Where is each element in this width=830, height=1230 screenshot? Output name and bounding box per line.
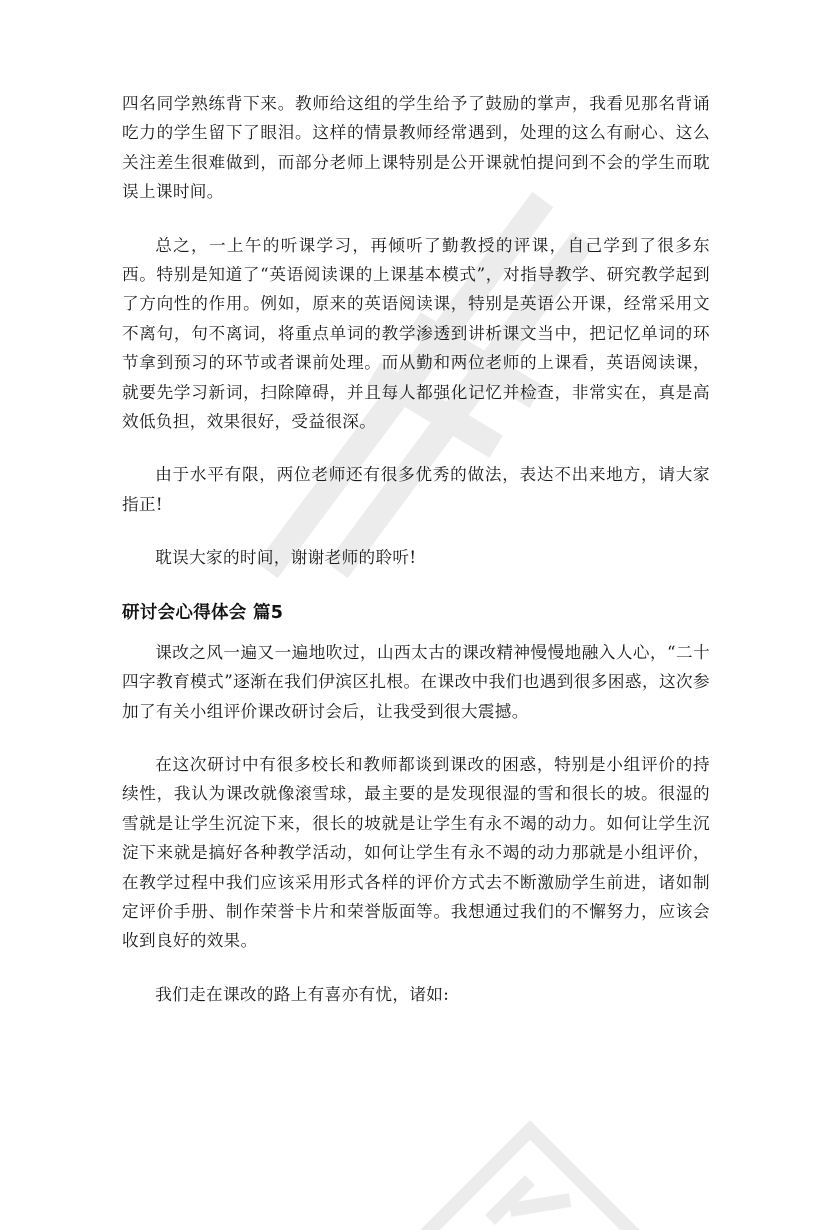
document-body: [122, 89, 710, 1009]
section-heading: 研讨会心得体会 篇5: [122, 602, 284, 623]
paragraph: 四名同学熟练背下来。教师给这组的学生给予了鼓励的掌声，我看见那名背诵吃力的学生留下了眼泪。这样的情景教师经常遇到，处理的这么有耐心、这么关注差生很难做到，而部分老师上课特别是公开课就怕提问到不会的学生而耽误上课时间。: [122, 94, 710, 202]
paragraph: 课改之风一遍又一遍地吹过，山西太古的课改精神慢慢地融入人心，“二十四字教育模式”逐渐在我们伊滨区扎根。在课改中我们也遇到很多困惑，这次参加了有关小组评价课改研讨会后，让我受到很大震撼。: [122, 642, 710, 721]
paragraph: 我们走在课改的路上有喜亦有忧，诸如:: [155, 984, 450, 1004]
paragraph: 耽误大家的时间，谢谢老师的聆听!: [155, 548, 417, 568]
paragraph: 总之，一上午的听课学习，再倾听了勤教授的评课，自己学到了很多东西。特别是知道了“英语阅读课的上课基本模式”，对指导教学、研究教学起到了方向性的作用。例如，原来的英语阅读课，特别是英语公开课，经常采用文不离句，句不离词，将重点单词的教学渗透到讲析课文当中，把记忆单词的环节拿到预习的环节或者课前处理。而从勤和两位老师的上课看，英语阅读课，就要先学习新词，扫除障碍，并且每人都强化记忆并检查，非常实在，真是高效低负担，效果很好，受益很深。: [122, 235, 710, 432]
paragraph: 在这次研讨中有很多校长和教师都谈到课改的困惑，特别是小组评价的持续性，我认为课改就像滚雪球，最主要的是发现很湿的雪和很长的坡。很湿的雪就是让学生沉淀下来，很长的坡就是让学生有永不竭的动力。如何让学生沉淀下来就是搞好各种教学活动，如何让学生有永不竭的动力那就是小组评价，在教学过程中我们应该采用形式各样的评价方式去不断激励学生前进，诸如制定评价手册、制作荣誉卡片和荣誉版面等。我想通过我们的不懈努力，应该会收到良好的效果。: [122, 754, 710, 951]
watermark-logo-bottom-icon: [400, 1110, 660, 1230]
paragraph: 由于水平有限，两位老师还有很多优秀的做法，表达不出来地方，请大家指正!: [122, 465, 710, 514]
